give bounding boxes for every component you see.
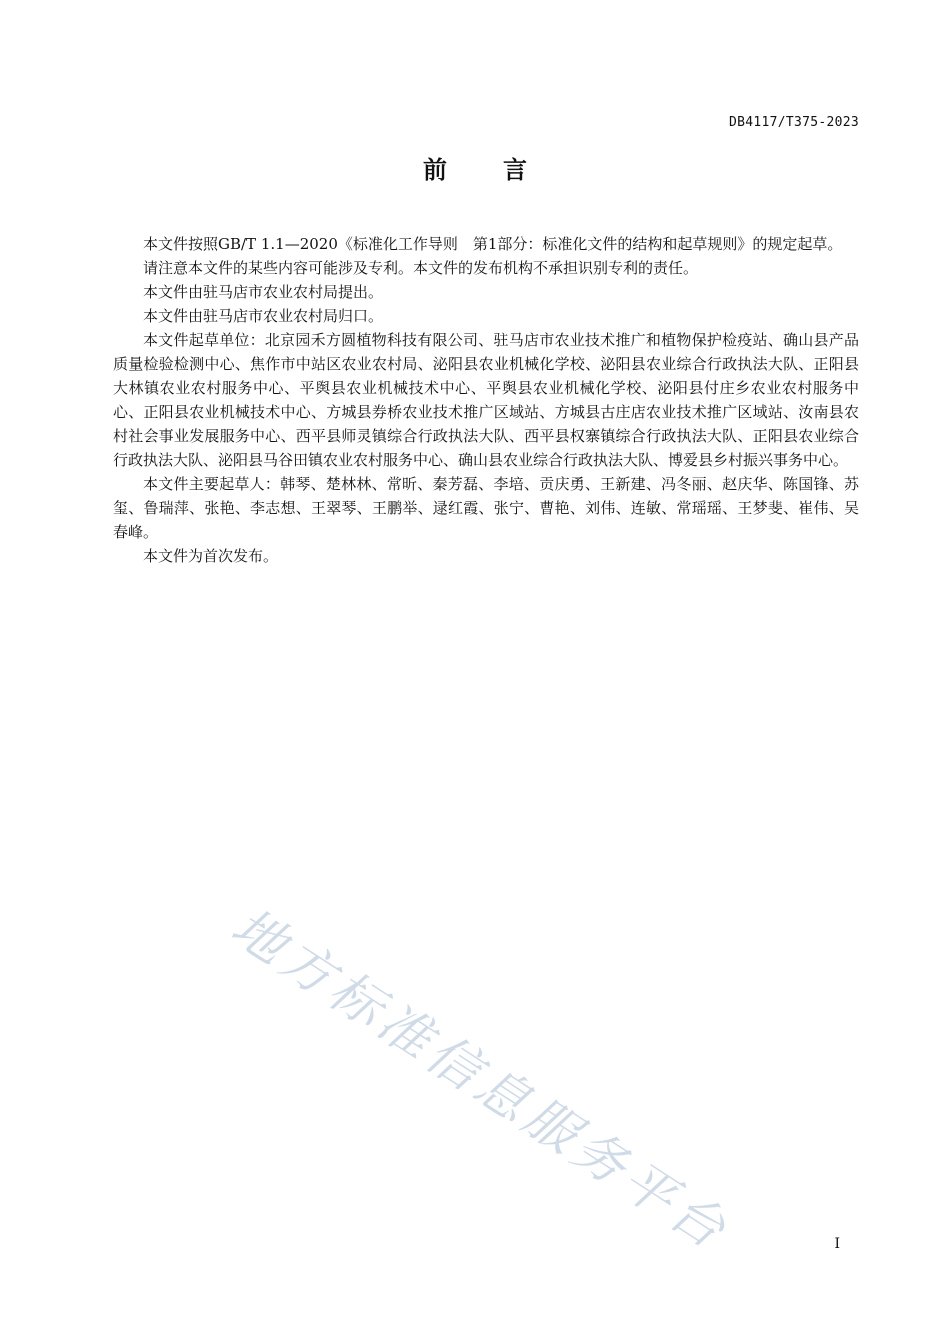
document-code: DB4117/T375-2023	[728, 115, 859, 130]
paragraph-standard-basis: 本文件按照GB/T 1.1—2020《标准化工作导则 第1部分：标准化文件的结构和起草规则》的规定起草。	[143, 235, 843, 253]
paragraph-first-release: 本文件为首次发布。	[143, 547, 279, 565]
title-char-2: 言	[503, 156, 527, 184]
paragraph-drafting-units: 本文件起草单位：北京园禾方圆植物科技有限公司、驻马店市农业技术推广和植物保护检疫站、确山县产品质量检验检测中心、焦作市中站区农业农村局、泌阳县农业机械化学校、泌阳县农业综合行政执法大队、正阳县大林镇农业农村服务中心、平舆县农业机械技术中心、平舆县农业机械化学校、泌阳县付庄乡农业农村服务中心、正阳县农业机械技术中心、方城县券桥农业技术推广区域站、方城县古庄店农业技术推广区域站、汝南县农村社会事业发展服务中心、西平县师灵镇综合行政执法大队、西平县权寨镇综合行政执法大队、正阳县农业综合行政执法大队、泌阳县马谷田镇农业农村服务中心、确山县农业综合行政执法大队、博爱县乡村振兴事务中心。	[113, 331, 859, 469]
foreword-body	[113, 232, 859, 568]
page-title	[0, 152, 950, 188]
paragraph-patent-notice: 请注意本文件的某些内容可能涉及专利。本文件的发布机构不承担识别专利的责任。	[143, 259, 699, 277]
page-number: I	[834, 1236, 840, 1252]
paragraph-proposed-by: 本文件由驻马店市农业农村局提出。	[143, 283, 384, 301]
paragraph-administered-by: 本文件由驻马店市农业农村局归口。	[143, 307, 384, 325]
title-char-1: 前	[423, 156, 447, 184]
watermark: 地方标准信息服务平台	[220, 896, 740, 1264]
paragraph-drafters: 本文件主要起草人：韩琴、楚林林、常昕、秦芳磊、李培、贡庆勇、王新建、冯冬丽、赵庆华、陈国锋、苏玺、鲁瑞萍、张艳、李志想、王翠琴、王鹏举、逯红霞、张宁、曹艳、刘伟、连敏、常瑶瑶、王梦斐、崔伟、吴春峰。	[113, 475, 859, 541]
